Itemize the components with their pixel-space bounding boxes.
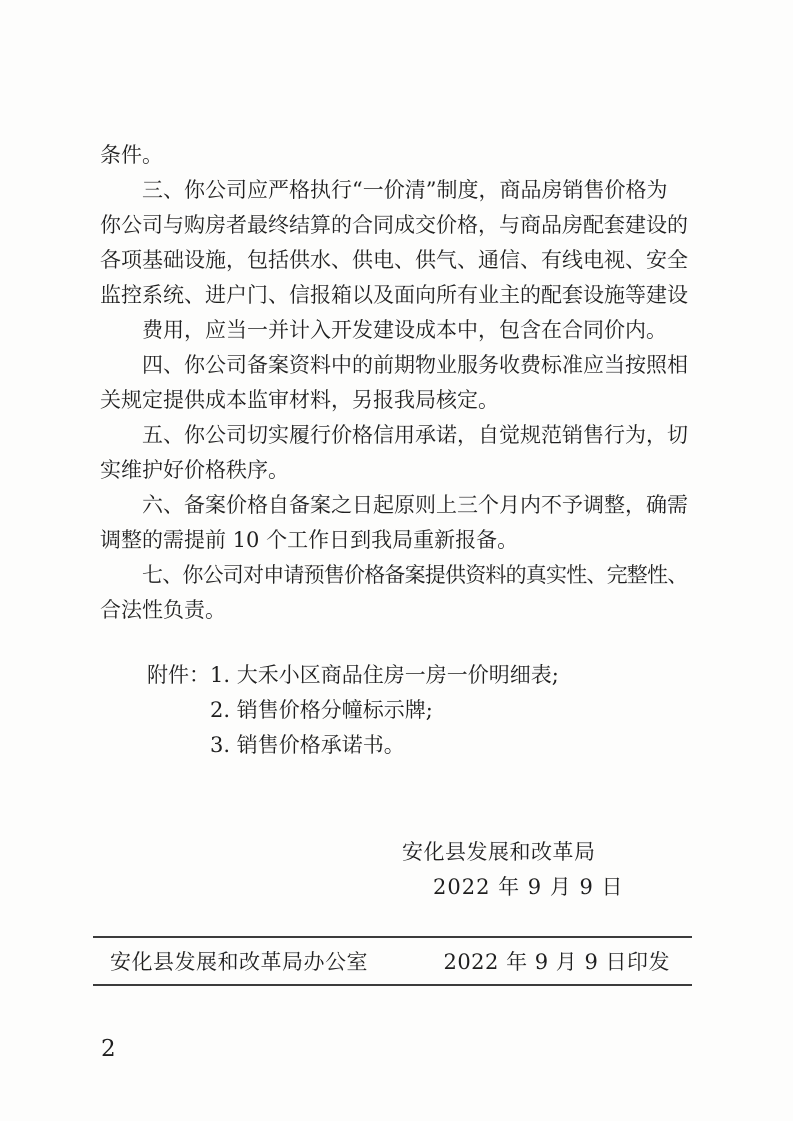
attachment-label: 附件： <box>147 663 210 687</box>
attachment-first-row <box>147 658 559 693</box>
body-text-line: 费用，应当一并计入开发建设成本中，包含在合同价内。 <box>142 318 667 342</box>
body-text-line: 六、备案价格自备案之日起原则上三个月内不予调整，确需 <box>142 493 688 517</box>
attachment-block <box>147 658 559 763</box>
signature-org: 安化县发展和改革局 <box>402 840 596 864</box>
body-text-line: 实维护好价格秩序。 <box>100 458 289 482</box>
body-text-line: 三、你公司应严格执行“一价清”制度，商品房销售价格为 <box>142 178 668 202</box>
attachment-item: 1. 大禾小区商品住房一房一价明细表; <box>210 663 559 687</box>
body-text-line: 四、你公司备案资料中的前期物业服务收费标准应当按照相 <box>142 353 688 377</box>
footer-rule-bottom <box>93 984 692 986</box>
body-text-line: 各项基础设施，包括供水、供电、供气、通信、有线电视、安全 <box>100 248 688 272</box>
footer-colophon <box>93 936 692 986</box>
page-number: 2 <box>101 1036 116 1062</box>
footer-row <box>93 938 692 984</box>
footer-print-date: 2022 年 9 月 9 日印发 <box>443 950 670 974</box>
body-text-line: 你公司与购房者最终结算的合同成交价格，与商品房配套建设的 <box>100 213 688 237</box>
body-text-line: 关规定提供成本监审材料，另报我局核定。 <box>100 388 499 412</box>
attachment-rest-rows <box>147 693 559 763</box>
attachment-item: 3. 销售价格承诺书。 <box>210 733 405 757</box>
body-text-block <box>100 138 692 628</box>
body-text-line: 合法性负责。 <box>100 598 226 622</box>
footer-office: 安化县发展和改革局办公室 <box>110 950 368 974</box>
body-text-line: 条件。 <box>100 143 163 167</box>
body-text-line: 五、你公司切实履行价格信用承诺，自觉规范销售行为，切 <box>142 423 688 447</box>
body-text-line: 监控系统、进户门、信报箱以及面向所有业主的配套设施等建设 <box>100 283 688 307</box>
signature-date: 2022 年 9 月 9 日 <box>433 875 624 899</box>
attachment-item: 2. 销售价格分幢标示牌; <box>210 698 433 722</box>
body-text-line: 七、你公司对申请预售价格备案提供资料的真实性、完整性、 <box>142 563 688 587</box>
body-text-line: 调整的需提前 10 个工作日到我局重新报备。 <box>100 528 519 552</box>
